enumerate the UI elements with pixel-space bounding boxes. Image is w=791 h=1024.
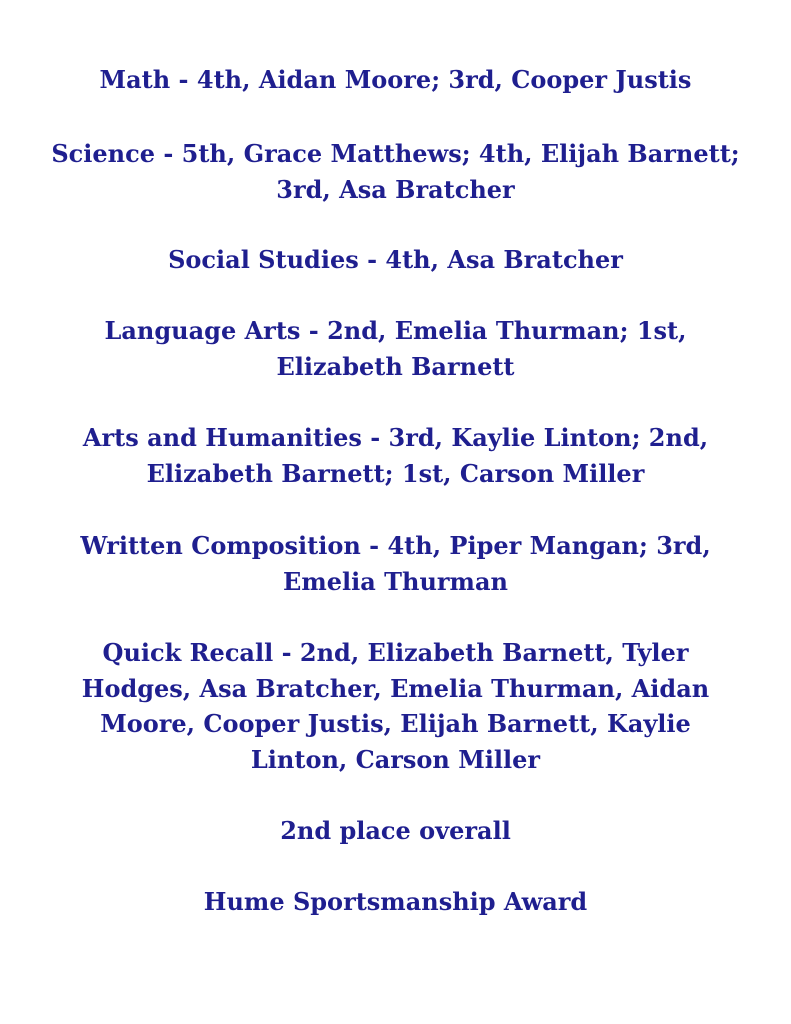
result-math: [40, 62, 751, 98]
result-line: Elizabeth Barnett: [276, 351, 515, 381]
result-overall-place: [40, 813, 751, 849]
result-line: 3rd, Asa Bratcher: [276, 174, 515, 204]
result-line: Written Composition - 4th, Piper Mangan; 3rd,: [80, 531, 711, 560]
result-social-studies: [40, 242, 751, 278]
result-line: Linton, Carson Miller: [250, 744, 541, 774]
result-line: Science - 5th, Grace Matthews; 4th, Elijah Barnett;: [51, 139, 740, 168]
result-language-arts: [40, 313, 751, 384]
result-line: Emelia Thurman: [283, 566, 508, 596]
result-line: Hodges, Asa Bratcher, Emelia Thurman, Aidan: [81, 673, 710, 703]
result-arts-humanities: [40, 420, 751, 491]
result-line: 2nd place overall: [280, 816, 511, 845]
result-quick-recall: [40, 635, 751, 777]
result-line: Social Studies - 4th, Asa Bratcher: [168, 245, 623, 274]
result-line: Elizabeth Barnett; 1st, Carson Miller: [146, 458, 645, 488]
result-written-composition: [40, 528, 751, 599]
result-science: [40, 136, 751, 207]
result-line: Arts and Humanities - 3rd, Kaylie Linton; 2nd,: [82, 423, 709, 452]
result-sportsmanship-award: [40, 884, 751, 920]
result-line: Quick Recall - 2nd, Elizabeth Barnett, Tyler: [102, 638, 689, 667]
result-line: Math - 4th, Aidan Moore; 3rd, Cooper Justis: [99, 65, 692, 94]
result-line: Language Arts - 2nd, Emelia Thurman; 1st,: [104, 316, 687, 345]
result-line: Moore, Cooper Justis, Elijah Barnett, Kaylie: [100, 709, 691, 738]
result-line: Hume Sportsmanship Award: [203, 887, 588, 916]
